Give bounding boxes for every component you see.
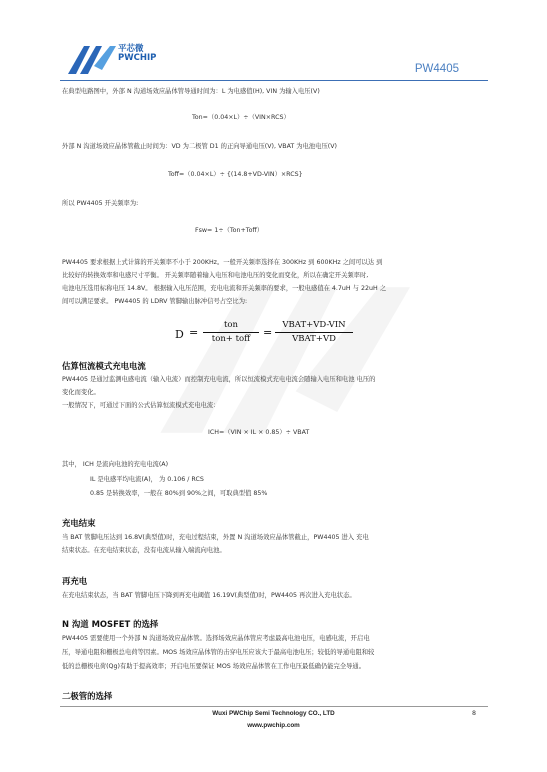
paragraph-frequency-line3: 电池电压选用标称电压 14.8V。 根据输入电压范围，充电电流和开关频率的要求，一般电感值在 4.7uH 与 22uH 之 — [62, 285, 386, 292]
paragraph-cc-line1: PW4405 是通过监测电感电流（输入电流）而控制充电电流，所以恒流模式充电电流会随输入电压和电池 电压的 — [62, 376, 376, 383]
footer-company: Wuxi PWChip Semi Technology CO., LTD — [212, 710, 335, 717]
formula-fsw: Fsw= 1÷（Ton+Toff） — [195, 227, 264, 234]
page-number: 8 — [471, 710, 476, 717]
definition-efficiency: 0.85 是转换效率，一般在 80%到 90%之间，可取典型值 85% — [90, 490, 268, 497]
duty-fraction-bar-2 — [275, 332, 353, 333]
paragraph-ton-intro: 在典型电路图中，外部 N 沟道场效应晶体管导通时间为：L 为电感值(H), VIN 为输入电压(V) — [62, 88, 320, 95]
definition-ich: 其中， ICH 是流向电池的充电电流(A) — [62, 461, 169, 468]
section-heading-diode: 二极管的选择 — [62, 691, 113, 701]
duty-numerator-1: ton — [223, 320, 238, 330]
paragraph-toff-intro: 外部 N 沟道场效应晶体管截止时间为：VD 为二极管 D1 的正向导通电压(V), VBAT 为电池电压(V) — [62, 143, 337, 150]
section-heading-charge-end: 充电结束 — [62, 518, 96, 528]
duty-fraction-bar-1 — [203, 332, 259, 333]
formula-toff: Toff=（0.04×L）÷ {(14.8+VD-VIN）×RCS} — [168, 171, 303, 178]
company-logo — [66, 40, 116, 80]
section-heading-recharge: 再充电 — [62, 576, 88, 586]
paragraph-cc-line2: 变化而变化。 — [62, 389, 100, 396]
section-heading-cc-estimate: 估算恒流模式充电电流 — [62, 361, 146, 371]
formula-ton: Ton=（0.04×L）÷（VIN×RCS） — [192, 114, 290, 121]
header-model: PW4405 — [414, 63, 459, 75]
paragraph-cc-line3: 一般情况下，可通过下面的公式估算恒流模式充电电流： — [62, 402, 220, 409]
header-rule — [60, 80, 488, 81]
duty-equals-2: = — [263, 326, 273, 339]
watermark-logo — [150, 230, 410, 494]
footer-url: www.pwchip.com — [247, 722, 300, 729]
paragraph-mosfet-line2: 压，导通电阻和栅极总电荷等因素。MOS 场效应晶体管的击穿电压应该大于最高电池电压；较低的导通电阻和较 — [62, 649, 375, 656]
paragraph-frequency-line4: 间可以满足要求。 PW4405 的 LDRV 管脚输出脉冲信号占空比为: — [62, 298, 248, 305]
paragraph-charge-end-line1: 当 BAT 管脚电压达到 16.8V(典型值)时，充电过程结束，外置 N 沟道场效应晶体管截止，PW4405 进入 充电 — [62, 534, 369, 541]
definition-il: IL 是电感平均电流(A)， 为 0.106 / RCS — [90, 476, 204, 483]
footer-rule — [60, 706, 488, 707]
brand-name-en: PWCHIP — [118, 53, 157, 63]
duty-lhs: D — [175, 328, 184, 341]
paragraph-recharge: 在充电结束状态，当 BAT 管脚电压下降到再充电阈值 16.19V(典型值)时，PW4405 再次进入充电状态。 — [62, 592, 356, 599]
duty-equals-1: = — [189, 326, 199, 339]
duty-denominator-1: ton+ toff — [211, 334, 251, 344]
section-heading-mosfet: N 沟道 MOSFET 的选择 — [62, 619, 159, 629]
formula-ich: ICH=（VIN × IL × 0.85）÷ VBAT — [208, 429, 310, 436]
paragraph-charge-end-line2: 结束状态。在充电结束状态，没有电流从输入端流向电池。 — [62, 547, 226, 554]
paragraph-frequency-line2: 比较好的转换效率和电感尺寸平衡。 开关频率随着输入电压和电池电压的变化而变化，所以在确定开关频率时, — [62, 272, 369, 279]
paragraph-fsw-intro: 所以 PW4405 开关频率为: — [62, 200, 139, 207]
paragraph-mosfet-line1: PW4405 需要使用一个外部 N 沟道场效应晶体管。选择场效应晶体管应考虑最高电池电压，电感电流，开启电 — [62, 635, 370, 642]
paragraph-mosfet-line3: 低的总栅极电荷(Qg)有助于提高效率；开启电压要保证 MOS 场效应晶体管在工作电压最低确仍能完全导通。 — [62, 663, 366, 670]
duty-denominator-2: VBAT+VD — [292, 334, 336, 344]
brand-name-cn: 平芯微 — [118, 44, 144, 54]
paragraph-frequency-line1: PW4405 要求根据上式计算的开关频率不小于 200KHz。一般开关频率选择在 300KHz 到 600KHz 之间可以达 到 — [62, 259, 383, 266]
duty-numerator-2: VBAT+VD-VIN — [282, 320, 346, 330]
